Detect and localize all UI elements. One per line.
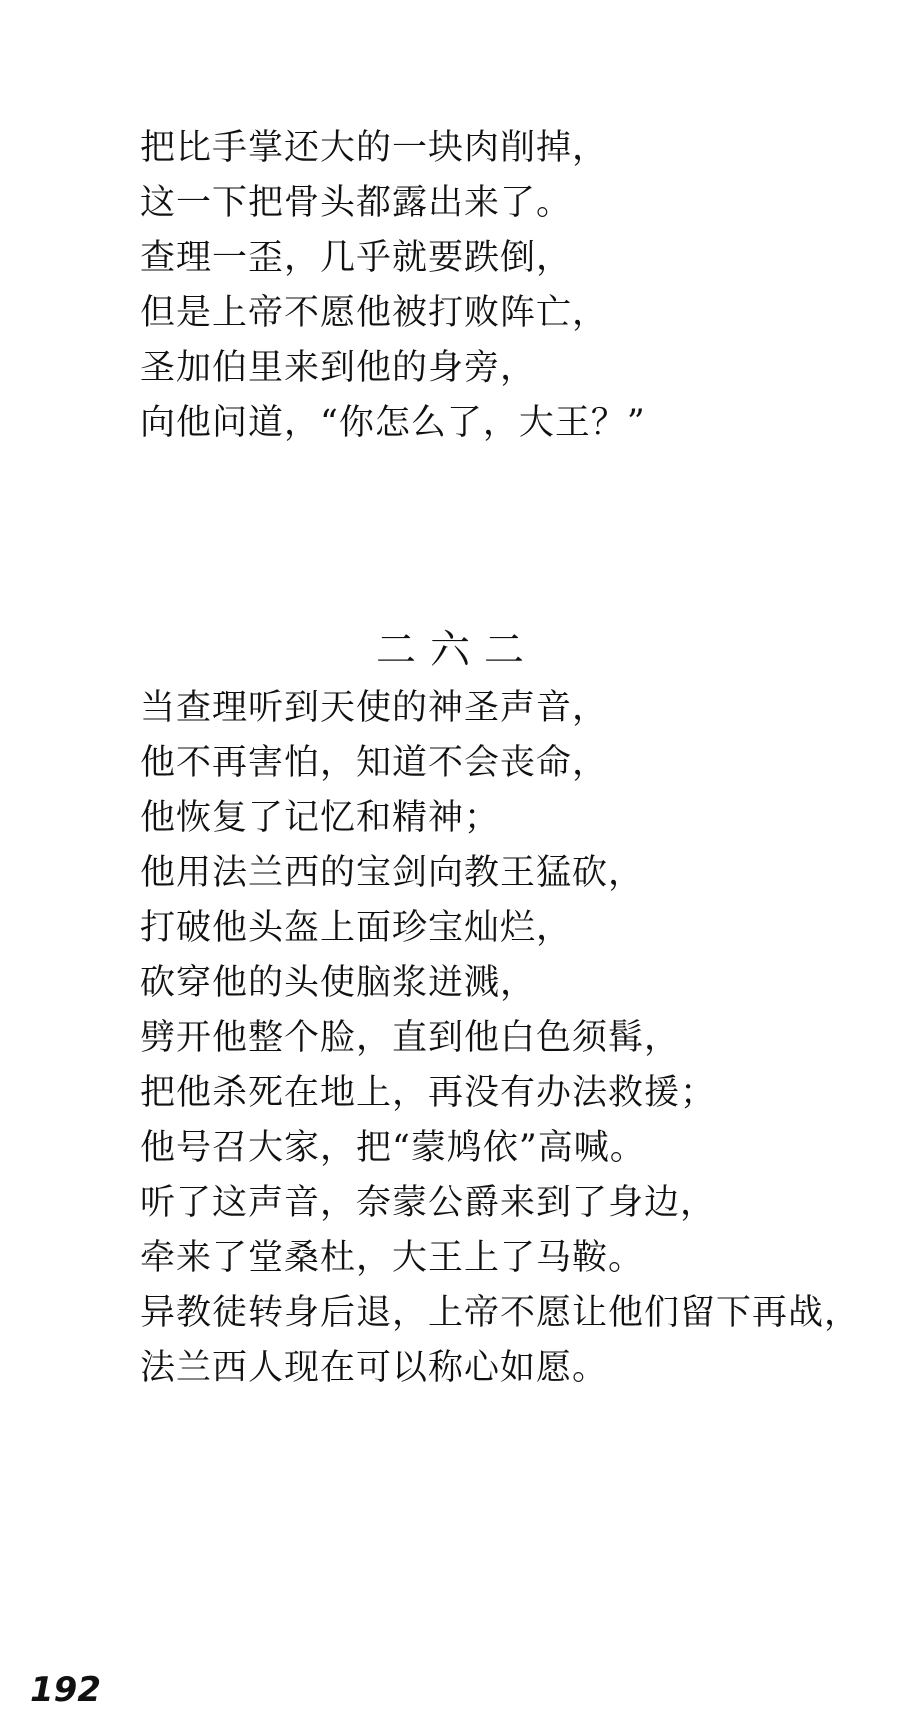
verse-line: 他用法兰西的宝剑向教王猛砍，: [140, 853, 645, 893]
verse-line: 异教徒转身后退，上帝不愿让他们留下再战，: [140, 1293, 861, 1333]
verse-line: 圣加伯里来到他的身旁，: [140, 348, 537, 388]
verse-line: 当查理听到天使的神圣声音，: [140, 688, 609, 728]
verse-line: 他恢复了记忆和精神；: [140, 798, 501, 838]
verse-line: 把比手掌还大的一块肉削掉，: [140, 128, 609, 168]
section-title: 二六二: [376, 627, 538, 673]
verse-line: 听了这声音，奈蒙公爵来到了身边，: [140, 1183, 717, 1223]
verse-line: 把他杀死在地上，再没有办法救援；: [140, 1073, 717, 1113]
verse-line: 这一下把骨头都露出来了。: [140, 183, 573, 223]
verse-line: 向他问道，“你怎么了，大王？”: [140, 403, 646, 443]
verse-line: 砍穿他的头使脑浆迸溅，: [140, 963, 537, 1003]
page-number: 192: [30, 1670, 101, 1710]
verse-line: 他号召大家，把“蒙鸠依”高喊。: [140, 1128, 646, 1168]
verse-line: 但是上帝不愿他被打败阵亡，: [140, 293, 609, 333]
verse-line: 查理一歪，几乎就要跌倒，: [140, 238, 573, 278]
verse-line: 打破他头盔上面珍宝灿烂，: [140, 908, 573, 948]
verse-line: 法兰西人现在可以称心如愿。: [140, 1348, 609, 1388]
verse-line: 劈开他整个脸，直到他白色须髯，: [140, 1018, 681, 1058]
verse-line: 牵来了堂桑杜，大王上了马鞍。: [140, 1238, 645, 1278]
verse-line: 他不再害怕，知道不会丧命，: [140, 743, 609, 783]
